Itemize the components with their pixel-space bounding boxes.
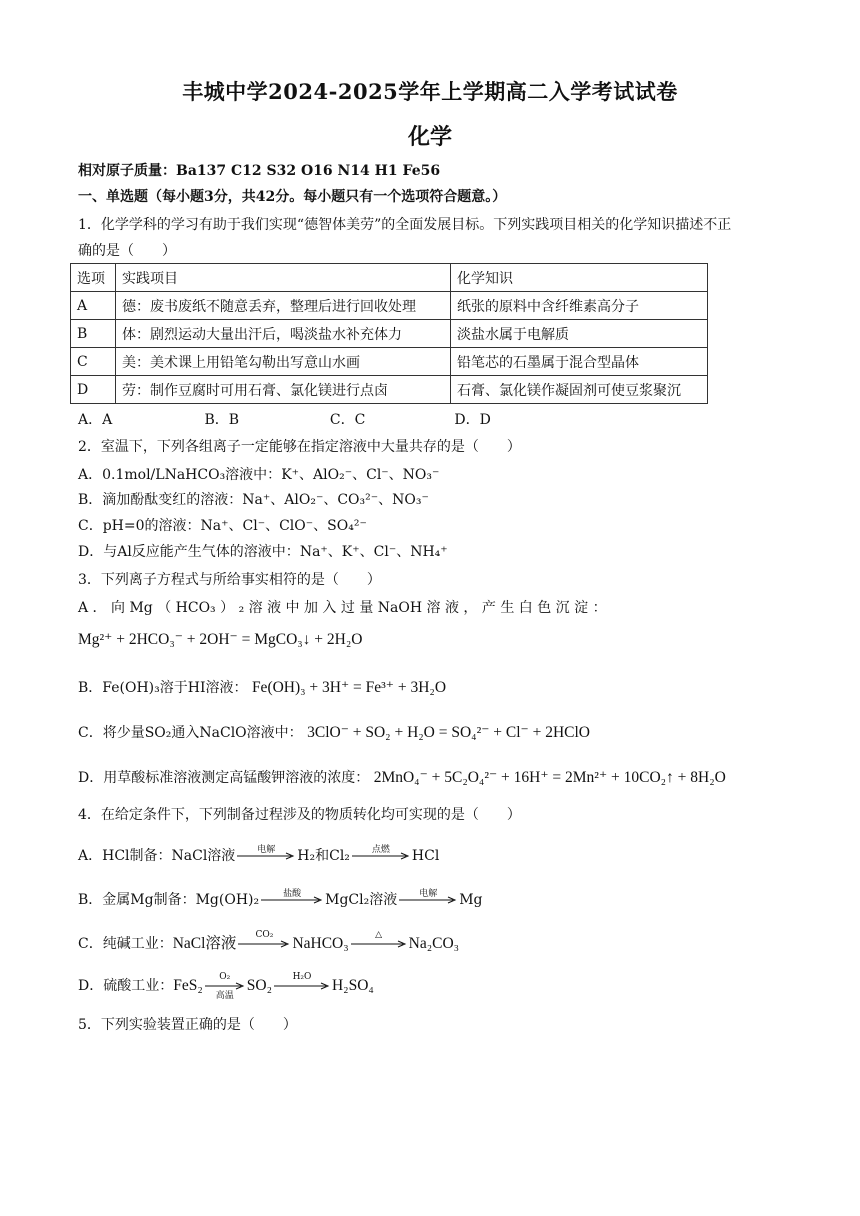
q4-stem: 4．在给定条件下，下列制备过程涉及的物质转化均可实现的是（ ） [78, 807, 521, 823]
table-row [71, 348, 708, 376]
q4-d-end: H₂SO₄ [331, 977, 374, 994]
q2-option-a-prefix: A．0.1mol/LNaHCO₃溶液中： [78, 467, 282, 483]
q2-option-b-ions: Na⁺、AlO₂⁻、CO₃²⁻、NO₃⁻ [242, 492, 429, 508]
table-cell: C [71, 348, 116, 376]
q3-option-b-text: B．Fe(OH)₃溶于HI溶液： [78, 680, 248, 696]
arrow-label: 盐酸 [283, 889, 302, 899]
table-header-cell: 选项 [71, 264, 116, 292]
q5-stem: 5．下列实验装置正确的是（ ） [78, 1017, 297, 1033]
q2-stem: 2．室温下，下列各组离子一定能够在指定溶液中大量共存的是（ ） [78, 439, 521, 455]
q3-option-d-equation: 2MnO₄⁻ + 5C₂O₄²⁻ + 16H⁺ = 2Mn²⁺ + 10CO₂↑ + 8H₂O [373, 769, 726, 786]
table-cell: D [71, 376, 116, 404]
q4-c-prefix: C．纯碱工业： [78, 936, 173, 952]
atomic-mass-line: 相对原子质量：Ba137 C12 S32 O16 N14 H1 Fe56 [78, 163, 441, 179]
q4-option-d[interactable] [78, 972, 374, 1001]
reaction-arrow-icon [237, 845, 295, 863]
reaction-arrow-icon [205, 972, 245, 1001]
q4-c-start: NaCl溶液 [172, 935, 237, 952]
q4-d-start: FeS₂ [173, 977, 203, 994]
q1-option-c[interactable]: C．C [329, 412, 366, 428]
reaction-arrow-icon [274, 972, 330, 993]
q2-option-d[interactable] [78, 541, 448, 561]
table-cell: 美：美术课上用铅笔勾勒出写意山水画 [116, 348, 451, 376]
q1-option-b[interactable]: B．B [204, 412, 240, 428]
exam-title: 丰城中学2024-2025学年上学期高二入学考试试卷 [182, 79, 678, 104]
q2-option-a-ions: K⁺、AlO₂⁻、Cl⁻、NO₃⁻ [281, 467, 440, 483]
q4-b-prefix: B．金属Mg制备：Mg(OH)₂ [78, 892, 260, 908]
table-row [71, 292, 708, 320]
q4-a-end: HCl [411, 848, 440, 864]
q2-option-c-prefix: C．pH=0的溶液： [78, 518, 201, 534]
arrow-label: CO₂ [255, 930, 274, 940]
q2-option-d-prefix: D．与Al反应能产生气体的溶液中： [78, 544, 300, 560]
arrow-label: 点燃 [371, 845, 390, 855]
table-cell: A [71, 292, 116, 320]
table-cell: 石膏、氯化镁作凝固剂可使豆浆聚沉 [451, 376, 708, 404]
q3-stem: 3．下列离子方程式与所给事实相符的是（ ） [78, 572, 381, 588]
q4-c-end: Na₂CO₃ [408, 935, 460, 952]
q2-option-d-ions: Na⁺、K⁺、Cl⁻、NH₄⁺ [299, 544, 448, 560]
reaction-arrow-icon [352, 845, 410, 863]
table-cell: B [71, 320, 116, 348]
table-header-cell: 实践项目 [116, 264, 451, 292]
reaction-arrow-icon [238, 930, 290, 951]
table-cell: 纸张的原料中含纤维素高分子 [451, 292, 708, 320]
q4-option-a[interactable] [78, 845, 439, 865]
q4-d-mid: SO₂ [246, 977, 272, 994]
arrow-label: 电解 [257, 845, 276, 855]
table-cell: 劳：制作豆腐时可用石膏、氯化镁进行点卤 [116, 376, 451, 404]
q3-option-c[interactable] [78, 722, 590, 742]
q4-option-c[interactable] [78, 931, 459, 953]
table-cell: 德：废书废纸不随意丢弃，整理后进行回收处理 [116, 292, 451, 320]
arrow-label: H₂O [292, 972, 312, 982]
q3-option-c-text: C．将少量SO₂通入NaClO溶液中： [78, 725, 303, 741]
q1-options [78, 409, 491, 429]
table-row [71, 376, 708, 404]
q4-a-mid: H₂和Cl₂ [297, 848, 350, 864]
q4-c-mid: NaHCO₃ [292, 935, 349, 952]
q1-option-d[interactable]: D．D [454, 412, 491, 428]
table-header-row [71, 264, 708, 292]
q2-option-b-prefix: B．滴加酚酞变红的溶液： [78, 492, 243, 508]
q3-option-d[interactable] [78, 767, 726, 787]
reaction-arrow-icon [351, 930, 407, 951]
q1-stem-line1: 1．化学学科的学习有助于我们实现“德智体美劳”的全面发展目标。下列实践项目相关的化学知识描述不正 [78, 217, 732, 233]
reaction-arrow-icon [399, 889, 457, 907]
q3-option-a-text[interactable]: A ． 向 Mg （ HCO₃ ） ₂ 溶 液 中 加 入 过 量 NaOH 溶 液 ， 产 生 白 色 沉 淀 ： [78, 600, 607, 616]
q3-option-a-equation: Mg²⁺ + 2HCO₃⁻ + 2OH⁻ = MgCO₃↓ + 2H₂O [78, 631, 363, 648]
arrow-label-below: 高温 [215, 991, 234, 1001]
table-cell: 体：剧烈运动大量出汗后，喝淡盐水补充体力 [116, 320, 451, 348]
q2-option-b[interactable] [78, 489, 429, 509]
table-cell: 淡盐水属于电解质 [451, 320, 708, 348]
q2-option-a[interactable] [78, 464, 439, 484]
q3-option-c-equation: 3ClO⁻ + SO₂ + H₂O = SO₄²⁻ + Cl⁻ + 2HClO [307, 724, 590, 741]
q4-option-b[interactable] [78, 889, 483, 909]
q3-option-d-text: D．用草酸标准溶液测定高锰酸钾溶液的浓度： [78, 770, 370, 786]
subject-title: 化学 [407, 124, 452, 150]
arrow-label: △ [375, 930, 383, 940]
arrow-label: O₂ [219, 972, 231, 982]
q4-a-prefix: A．HCl制备：NaCl溶液 [78, 848, 236, 864]
table-row [71, 320, 708, 348]
q3-option-b[interactable] [78, 677, 446, 697]
q4-b-end: Mg [459, 892, 483, 908]
q2-option-c[interactable] [78, 515, 367, 535]
table-header-cell: 化学知识 [451, 264, 708, 292]
reaction-arrow-icon [261, 889, 323, 907]
q4-d-prefix: D．硫酸工业： [78, 978, 174, 994]
arrow-label: 电解 [419, 889, 438, 899]
q3-option-b-equation: Fe(OH)₃ + 3H⁺ = Fe³⁺ + 3H₂O [251, 679, 447, 696]
q4-b-mid: MgCl₂溶液 [325, 892, 398, 908]
q1-stem-line2: 确的是（ ） [78, 243, 176, 259]
q1-table [70, 263, 708, 404]
q1-option-a[interactable]: A．A [78, 412, 113, 428]
section-heading: 一、单选题（每小题3分，共42分。每小题只有一个选项符合题意。） [78, 189, 507, 205]
table-cell: 铅笔芯的石墨属于混合型晶体 [451, 348, 708, 376]
q2-option-c-ions: Na⁺、Cl⁻、ClO⁻、SO₄²⁻ [200, 518, 367, 534]
